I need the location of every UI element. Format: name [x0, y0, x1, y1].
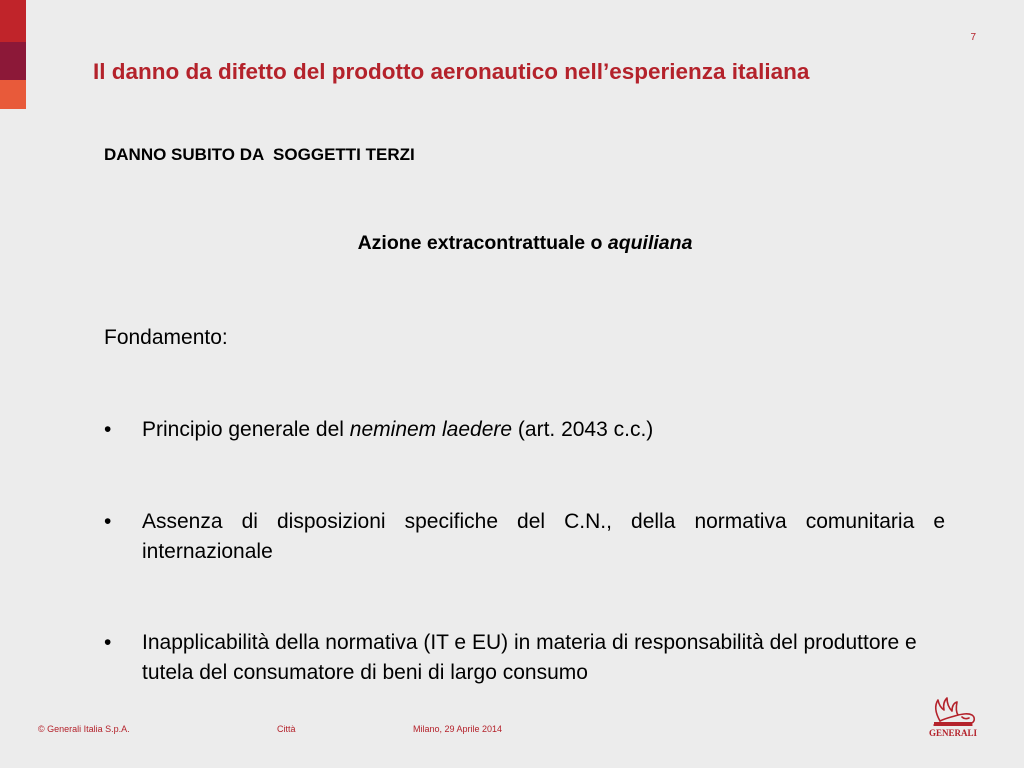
subtitle-main: Azione extracontrattuale o	[357, 232, 608, 254]
generali-lion-logo-icon	[926, 694, 980, 738]
section-heading: DANNO SUBITO DA SOGGETTI TERZI	[104, 145, 415, 164]
bullet-item	[104, 507, 945, 567]
accent-bar-red	[0, 0, 26, 42]
bullet-marker: •	[104, 631, 112, 654]
bullet-marker: •	[104, 510, 112, 533]
bullet-item	[104, 628, 945, 688]
bullet-text	[142, 415, 945, 445]
accent-bar-burgundy	[0, 42, 26, 80]
subtitle	[0, 232, 1024, 255]
subtitle-italic: aquiliana	[607, 232, 693, 254]
bullet-text-after: (art. 2043 c.c.)	[512, 418, 654, 441]
footer-date: Milano, 29 Aprile 2014	[413, 724, 503, 734]
accent-bar-orange	[0, 80, 26, 109]
foundation-label: Fondamento:	[104, 326, 228, 349]
bullet-marker: •	[104, 418, 112, 441]
bullet-text: Assenza di disposizioni specifiche del C.N., della normativa comunitaria e internazionale	[142, 510, 945, 563]
slide-title: Il danno da difetto del prodotto aeronautico nell’esperienza italiana	[93, 59, 810, 84]
page-number: 7	[970, 32, 976, 43]
bullet-text-italic: neminem laedere	[349, 418, 513, 441]
footer-city: Città	[277, 724, 296, 734]
bullet-item	[104, 415, 945, 445]
logo-text: GENERALI	[928, 728, 978, 738]
bullet-text: Inapplicabilità della normativa (IT e EU) in materia di responsabilità del produttore e tutela del consumatore di beni di largo consumo	[142, 631, 917, 684]
bullet-text-before: Principio generale del	[142, 418, 350, 441]
footer-copyright: © Generali Italia S.p.A.	[38, 724, 130, 734]
